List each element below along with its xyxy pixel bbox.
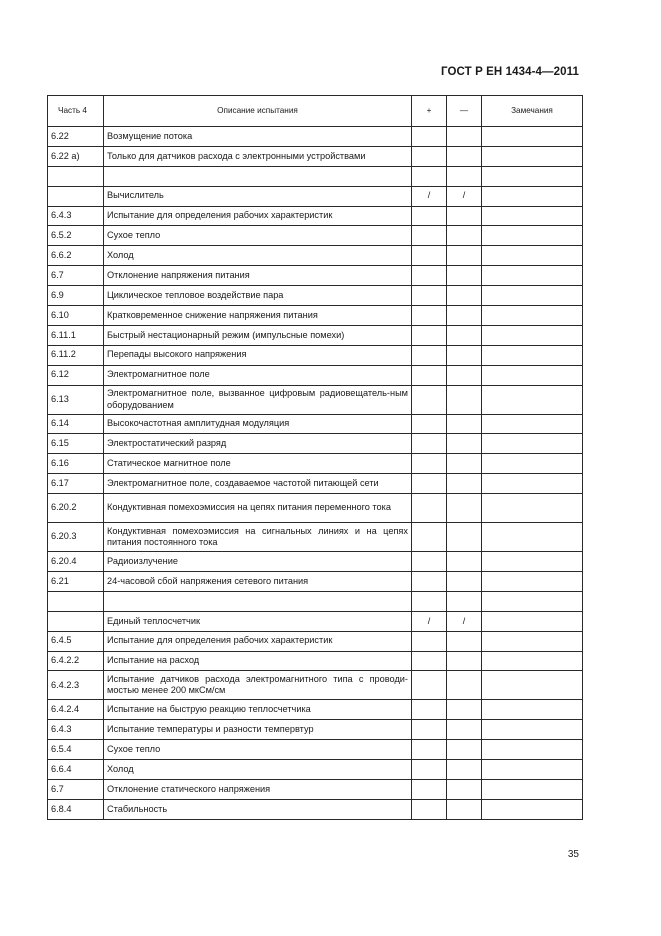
table-row	[48, 146, 583, 166]
test-table	[47, 95, 583, 820]
table-row	[48, 325, 583, 345]
cell-remarks	[482, 186, 583, 206]
cell-part: 6.20.2	[48, 494, 104, 523]
cell-remarks	[482, 740, 583, 760]
cell-minus	[447, 266, 482, 286]
table-row	[48, 266, 583, 286]
cell-remarks	[482, 365, 583, 385]
table-row	[48, 206, 583, 226]
cell-remarks	[482, 494, 583, 523]
cell-minus	[447, 474, 482, 494]
cell-part: 6.8.4	[48, 799, 104, 819]
cell-part: 6.12	[48, 365, 104, 385]
cell-part: 6.4.5	[48, 631, 104, 651]
table-row	[48, 572, 583, 592]
cell-minus	[447, 651, 482, 671]
cell-part: 6.22	[48, 127, 104, 147]
table-row	[48, 671, 583, 700]
table-row	[48, 740, 583, 760]
table-row	[48, 700, 583, 720]
cell-description: Циклическое тепловое воздействие пара	[104, 286, 412, 306]
cell-description: Кондуктивная помехоэмиссия на цепях питания переменного тока	[104, 494, 412, 523]
cell-plus	[412, 523, 447, 552]
cell-part: 6.11.1	[48, 325, 104, 345]
document-code: ГОСТ Р ЕН 1434-4—2011	[441, 66, 579, 78]
cell-part: 6.7	[48, 780, 104, 800]
cell-minus	[447, 146, 482, 166]
cell-plus	[412, 246, 447, 266]
cell-minus	[447, 246, 482, 266]
table-row	[48, 385, 583, 414]
cell-part	[48, 611, 104, 631]
cell-description: Испытание температуры и разности темпервтур	[104, 720, 412, 740]
cell-description: Холод	[104, 246, 412, 266]
cell-minus	[447, 226, 482, 246]
cell-plus: /	[412, 611, 447, 631]
cell-minus	[447, 494, 482, 523]
table-row	[48, 523, 583, 552]
cell-description: Кратковременное снижение напряжения питания	[104, 306, 412, 326]
cell-description: Стабильность	[104, 799, 412, 819]
table-row	[48, 552, 583, 572]
cell-plus	[412, 799, 447, 819]
cell-minus	[447, 345, 482, 365]
cell-remarks	[482, 246, 583, 266]
cell-part: 6.20.3	[48, 523, 104, 552]
cell-description: Быстрый нестационарный режим (импульсные помехи)	[104, 325, 412, 345]
cell-remarks	[482, 552, 583, 572]
cell-minus	[447, 700, 482, 720]
cell-remarks	[482, 671, 583, 700]
cell-description: Высокочастотная амплитудная модуляция	[104, 414, 412, 434]
table-row	[48, 166, 583, 186]
cell-description: Холод	[104, 760, 412, 780]
cell-plus	[412, 166, 447, 186]
cell-description: Радиоизлучение	[104, 552, 412, 572]
cell-remarks	[482, 146, 583, 166]
cell-plus	[412, 414, 447, 434]
cell-minus	[447, 454, 482, 474]
cell-description: Испытание для определения рабочих характеристик	[104, 206, 412, 226]
cell-part: 6.13	[48, 385, 104, 414]
cell-plus	[412, 552, 447, 572]
cell-minus	[447, 434, 482, 454]
cell-remarks	[482, 325, 583, 345]
cell-remarks	[482, 572, 583, 592]
cell-minus	[447, 799, 482, 819]
table-header-row	[48, 96, 583, 127]
cell-description	[104, 591, 412, 611]
cell-plus	[412, 306, 447, 326]
cell-remarks	[482, 760, 583, 780]
cell-plus	[412, 345, 447, 365]
cell-description: Возмущение потока	[104, 127, 412, 147]
cell-minus	[447, 414, 482, 434]
cell-remarks	[482, 206, 583, 226]
cell-remarks	[482, 434, 583, 454]
cell-remarks	[482, 611, 583, 631]
cell-plus	[412, 365, 447, 385]
table-row	[48, 127, 583, 147]
cell-remarks	[482, 306, 583, 326]
col-header-remarks: Замечания	[482, 96, 583, 127]
cell-part: 6.6.4	[48, 760, 104, 780]
table-row	[48, 414, 583, 434]
table-row	[48, 631, 583, 651]
cell-remarks	[482, 454, 583, 474]
cell-part: 6.20.4	[48, 552, 104, 572]
cell-remarks	[482, 286, 583, 306]
cell-remarks	[482, 591, 583, 611]
cell-description: Отклонение напряжения питания	[104, 266, 412, 286]
table-row	[48, 345, 583, 365]
cell-remarks	[482, 345, 583, 365]
cell-minus	[447, 206, 482, 226]
table-row	[48, 434, 583, 454]
cell-remarks	[482, 226, 583, 246]
cell-plus	[412, 206, 447, 226]
cell-minus	[447, 631, 482, 651]
table-row	[48, 591, 583, 611]
cell-remarks	[482, 523, 583, 552]
cell-plus	[412, 127, 447, 147]
cell-part	[48, 186, 104, 206]
cell-description: Электростатический разряд	[104, 434, 412, 454]
cell-plus	[412, 266, 447, 286]
table-row	[48, 246, 583, 266]
table-row	[48, 474, 583, 494]
cell-plus	[412, 494, 447, 523]
cell-minus	[447, 325, 482, 345]
table-row	[48, 651, 583, 671]
cell-part: 6.15	[48, 434, 104, 454]
cell-description: 24-часовой сбой напряжения сетевого питания	[104, 572, 412, 592]
cell-part	[48, 166, 104, 186]
cell-plus	[412, 651, 447, 671]
cell-part: 6.9	[48, 286, 104, 306]
cell-minus	[447, 671, 482, 700]
cell-remarks	[482, 720, 583, 740]
cell-minus	[447, 591, 482, 611]
cell-part: 6.5.4	[48, 740, 104, 760]
cell-plus: /	[412, 186, 447, 206]
cell-remarks	[482, 799, 583, 819]
cell-description: Электромагнитное поле	[104, 365, 412, 385]
cell-part: 6.4.2.4	[48, 700, 104, 720]
cell-part: 6.14	[48, 414, 104, 434]
cell-remarks	[482, 266, 583, 286]
table-row	[48, 611, 583, 631]
cell-remarks	[482, 414, 583, 434]
cell-plus	[412, 572, 447, 592]
cell-minus	[447, 720, 482, 740]
col-header-plus: +	[412, 96, 447, 127]
page-number: 35	[567, 849, 579, 860]
table-row	[48, 226, 583, 246]
cell-plus	[412, 700, 447, 720]
cell-remarks	[482, 127, 583, 147]
table-row	[48, 799, 583, 819]
cell-remarks	[482, 166, 583, 186]
cell-minus	[447, 780, 482, 800]
cell-plus	[412, 325, 447, 345]
cell-plus	[412, 385, 447, 414]
cell-plus	[412, 286, 447, 306]
cell-description: Сухое тепло	[104, 740, 412, 760]
cell-description: Кондуктивная помехоэмиссия на сигнальных линиях и на цепях питания постоянного тока	[104, 523, 412, 552]
cell-minus	[447, 286, 482, 306]
cell-plus	[412, 780, 447, 800]
cell-plus	[412, 146, 447, 166]
cell-part: 6.5.2	[48, 226, 104, 246]
table-row	[48, 365, 583, 385]
cell-part: 6.22 а)	[48, 146, 104, 166]
cell-description: Отклонение статического напряжения	[104, 780, 412, 800]
cell-remarks	[482, 474, 583, 494]
cell-plus	[412, 454, 447, 474]
cell-part: 6.4.2.2	[48, 651, 104, 671]
cell-remarks	[482, 780, 583, 800]
cell-part: 6.16	[48, 454, 104, 474]
cell-description: Перепады высокого напряжения	[104, 345, 412, 365]
cell-minus	[447, 760, 482, 780]
table-row	[48, 186, 583, 206]
table-row	[48, 760, 583, 780]
cell-description: Испытание для определения рабочих характеристик	[104, 631, 412, 651]
cell-minus: /	[447, 611, 482, 631]
cell-description: Электромагнитное поле, вызванное цифровым радиовещатель-ным оборудованием	[104, 385, 412, 414]
table-row	[48, 454, 583, 474]
cell-part: 6.21	[48, 572, 104, 592]
cell-part: 6.6.2	[48, 246, 104, 266]
cell-plus	[412, 631, 447, 651]
cell-description: Испытание датчиков расхода электромагнитного типа с проводи-мостью менее 200 мкСм/см	[104, 671, 412, 700]
cell-plus	[412, 474, 447, 494]
cell-plus	[412, 760, 447, 780]
table-row	[48, 306, 583, 326]
cell-description: Испытание на расход	[104, 651, 412, 671]
cell-description: Статическое магнитное поле	[104, 454, 412, 474]
col-header-minus: —	[447, 96, 482, 127]
cell-part: 6.4.3	[48, 720, 104, 740]
table-row	[48, 780, 583, 800]
cell-remarks	[482, 385, 583, 414]
cell-part: 6.17	[48, 474, 104, 494]
cell-plus	[412, 671, 447, 700]
cell-part	[48, 591, 104, 611]
table-row	[48, 720, 583, 740]
cell-minus	[447, 552, 482, 572]
cell-description: Электромагнитное поле, создаваемое частотой питающей сети	[104, 474, 412, 494]
cell-minus: /	[447, 186, 482, 206]
cell-part: 6.10	[48, 306, 104, 326]
cell-minus	[447, 306, 482, 326]
cell-remarks	[482, 651, 583, 671]
table-row	[48, 286, 583, 306]
cell-part: 6.4.2.3	[48, 671, 104, 700]
cell-part: 6.11.2	[48, 345, 104, 365]
table-body	[48, 127, 583, 820]
cell-plus	[412, 226, 447, 246]
cell-minus	[447, 166, 482, 186]
cell-minus	[447, 740, 482, 760]
cell-remarks	[482, 700, 583, 720]
cell-part: 6.7	[48, 266, 104, 286]
cell-plus	[412, 740, 447, 760]
cell-description: Сухое тепло	[104, 226, 412, 246]
col-header-description: Описание испытания	[104, 96, 412, 127]
cell-minus	[447, 572, 482, 592]
table-row	[48, 494, 583, 523]
cell-minus	[447, 385, 482, 414]
cell-minus	[447, 127, 482, 147]
cell-description: Вычислитель	[104, 186, 412, 206]
cell-plus	[412, 720, 447, 740]
col-header-part: Часть 4	[48, 96, 104, 127]
cell-plus	[412, 591, 447, 611]
cell-description: Только для датчиков расхода с электронными устройствами	[104, 146, 412, 166]
cell-plus	[412, 434, 447, 454]
cell-description: Единый теплосчетчик	[104, 611, 412, 631]
cell-part: 6.4.3	[48, 206, 104, 226]
cell-remarks	[482, 631, 583, 651]
cell-description: Испытание на быструю реакцию теплосчетчика	[104, 700, 412, 720]
cell-minus	[447, 365, 482, 385]
cell-minus	[447, 523, 482, 552]
cell-description	[104, 166, 412, 186]
